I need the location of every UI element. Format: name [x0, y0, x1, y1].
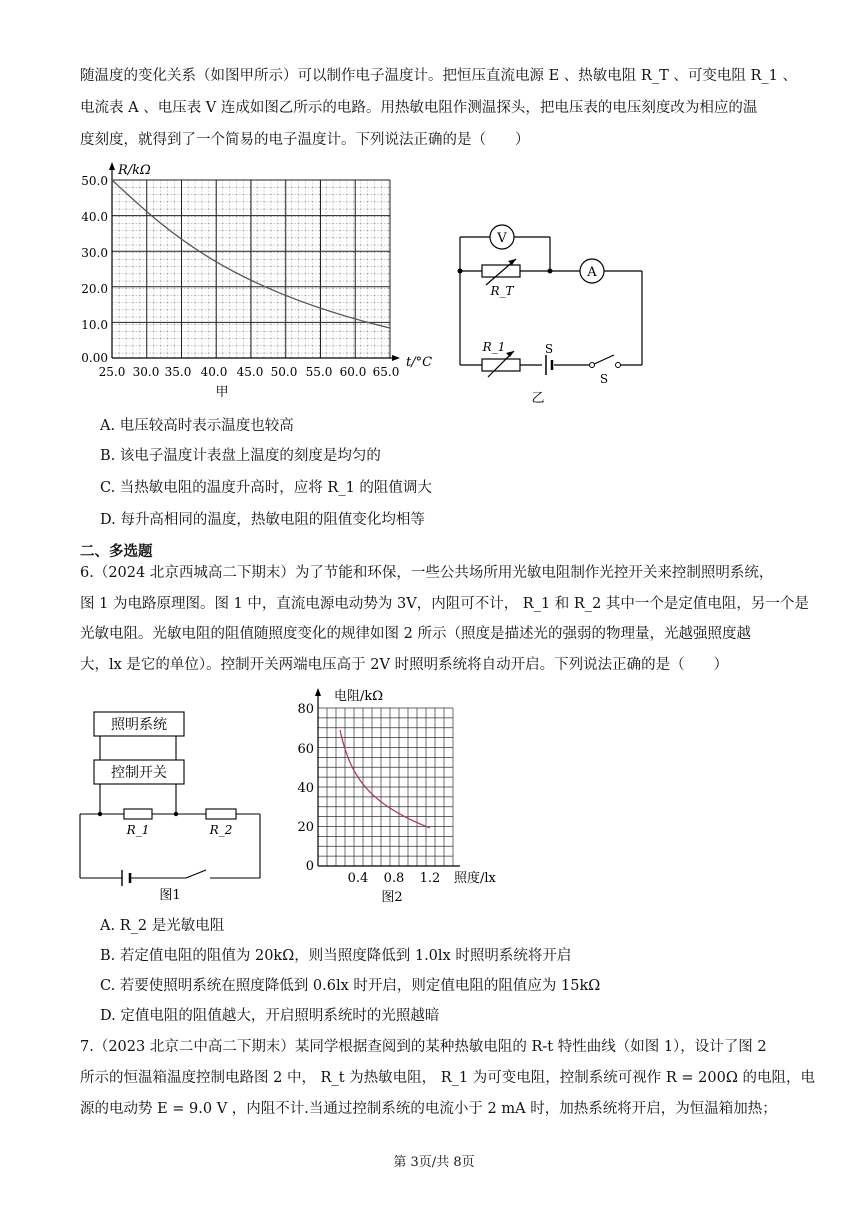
- q6-option-d: D. 定值电阻的阻值越大，开启照明系统时的光照越暗: [100, 1008, 440, 1024]
- figure-yi-circuit: [450, 215, 660, 405]
- figure-jia-graph: [74, 158, 444, 398]
- ammeter-label: A: [587, 265, 597, 280]
- jia-ytick: 50.0: [81, 174, 108, 188]
- r1-label: R_1: [482, 340, 506, 354]
- jia-ytick: 40.0: [81, 210, 108, 224]
- q6-option-c: C. 若要使照明系统在照度降低到 0.6lx 时开启，则定值电阻的阻值应为 15kΩ: [100, 978, 601, 994]
- fig1-r1-label: R_1: [126, 823, 150, 837]
- control-switch-label: 控制开关: [111, 765, 167, 781]
- fig2-xlabel: 照度/lx: [454, 871, 496, 886]
- lighting-system-label: 照明系统: [111, 717, 167, 733]
- jia-xtick: 60.0: [339, 365, 367, 379]
- page-footer: 第 3页/共 8页: [393, 1155, 475, 1170]
- jia-xtick: 35.0: [164, 365, 192, 379]
- variable-resistor-r1: [482, 359, 520, 371]
- q5-line-1: 随温度的变化关系（如图甲所示）可以制作电子温度计。把恒压直流电源 E 、热敏电阻 R_T 、可变电阻 R_1 、: [80, 68, 797, 84]
- q6-line-3: 光敏电阻。光敏电阻的阻值随照度变化的规律如图 2 所示（照度是描述光的强弱的物理量，光越强照度越: [80, 626, 751, 642]
- q6-line-2: 图 1 为电路原理图。图 1 中，直流电源电动势为 3V，内阻可不计， R_1 和 R_2 其中一个是定值电阻，另一个是: [80, 596, 809, 612]
- q5-option-b: B. 该电子温度计表盘上温度的刻度是均匀的: [100, 448, 381, 464]
- resistance-illuminance-curve: [340, 730, 430, 828]
- jia-ylabel: R/kΩ: [118, 163, 151, 178]
- q5-option-c: C. 当热敏电阻的温度升高时，应将 R_1 的阻值调大: [100, 480, 432, 496]
- fig2-ytick: 60: [297, 742, 314, 757]
- figure-1-circuit: [76, 706, 271, 906]
- jia-caption: 甲: [215, 385, 229, 398]
- switch-label: S: [599, 372, 609, 386]
- fig1-r2-label: R_2: [209, 823, 233, 837]
- fig2-caption: 图2: [381, 890, 403, 905]
- source-label: S: [544, 342, 554, 356]
- fig2-ytick: 0: [305, 859, 314, 874]
- fig1-caption: 图1: [159, 888, 181, 903]
- q5-line-2: 电流表 A 、电压表 V 连成如图乙所示的电路。用热敏电阻作测温探头，把电压表的电压刻度改为相应的温: [80, 100, 758, 116]
- q7-line-1: 7.（2023 北京二中高二下期末）某同学根据查阅到的某种热敏电阻的 R-t 特性曲线（如图 1），设计了图 2: [80, 1039, 767, 1055]
- jia-xtick: 65.0: [372, 365, 400, 379]
- jia-ytick: 10.0: [81, 318, 108, 332]
- q6-option-a: A. R_2 是光敏电阻: [100, 918, 225, 934]
- jia-xtick: 50.0: [270, 365, 298, 379]
- figure-2-graph: [288, 686, 518, 908]
- jia-ytick: 30.0: [81, 246, 108, 260]
- jia-xlabel: t/°C: [406, 355, 433, 370]
- fig2-xtick: 0.4: [347, 871, 369, 886]
- fig2-ytick: 80: [297, 702, 314, 717]
- q5-option-a: A. 电压较高时表示温度也较高: [100, 418, 294, 434]
- fig2-ylabel: 电阻/kΩ: [334, 689, 384, 704]
- fig2-ytick: 40: [297, 781, 314, 796]
- rt-label: R_T: [490, 284, 514, 298]
- jia-xtick: 40.0: [200, 365, 228, 379]
- q5-option-d: D. 每升高相同的温度，热敏电阻的阻值变化均相等: [100, 512, 425, 528]
- resistor-r1: [124, 809, 152, 819]
- jia-ytick: 0.00: [81, 351, 108, 365]
- jia-xtick: 25.0: [98, 365, 126, 379]
- jia-ytick: 20.0: [81, 282, 108, 296]
- q6-option-b: B. 若定值电阻的阻值为 20kΩ，则当照度降低到 1.0lx 时照明系统将开启: [100, 948, 572, 964]
- q6-line-1: 6.（2024 北京西城高二下期末）为了节能和环保，一些公共场所用光敏电阻制作光控开关来控制照明系统，: [80, 565, 774, 581]
- fig2-ytick: 20: [297, 820, 314, 835]
- resistor-r2: [206, 809, 236, 819]
- jia-xtick: 45.0: [236, 365, 264, 379]
- yi-caption: 乙: [531, 391, 545, 405]
- fig2-xtick: 1.2: [419, 871, 441, 886]
- fig2-xtick: 0.8: [383, 871, 405, 886]
- jia-xtick: 30.0: [132, 365, 160, 379]
- q7-line-2: 所示的恒温箱温度控制电路图 2 中， R_t 为热敏电阻， R_1 为可变电阻，控制系统可视作 R = 200Ω 的电阻，电: [80, 1070, 815, 1086]
- voltmeter-label: V: [497, 231, 507, 246]
- section-title: 二、多选题: [80, 543, 153, 560]
- q5-line-3: 度刻度，就得到了一个简易的电子温度计。下列说法正确的是（ ）: [80, 132, 530, 148]
- q7-line-3: 源的电动势 E = 9.0 V ，内阻不计.当通过控制系统的电流小于 2 mA 时，加热系统将开启，为恒温箱加热；: [80, 1101, 777, 1117]
- jia-xtick: 55.0: [305, 365, 333, 379]
- thermistor-rt: [482, 265, 520, 277]
- q6-line-4: 大，lx 是它的单位）。控制开关两端电压高于 2V 时照明系统将自动开启。下列说法正确的是（ ）: [80, 657, 729, 673]
